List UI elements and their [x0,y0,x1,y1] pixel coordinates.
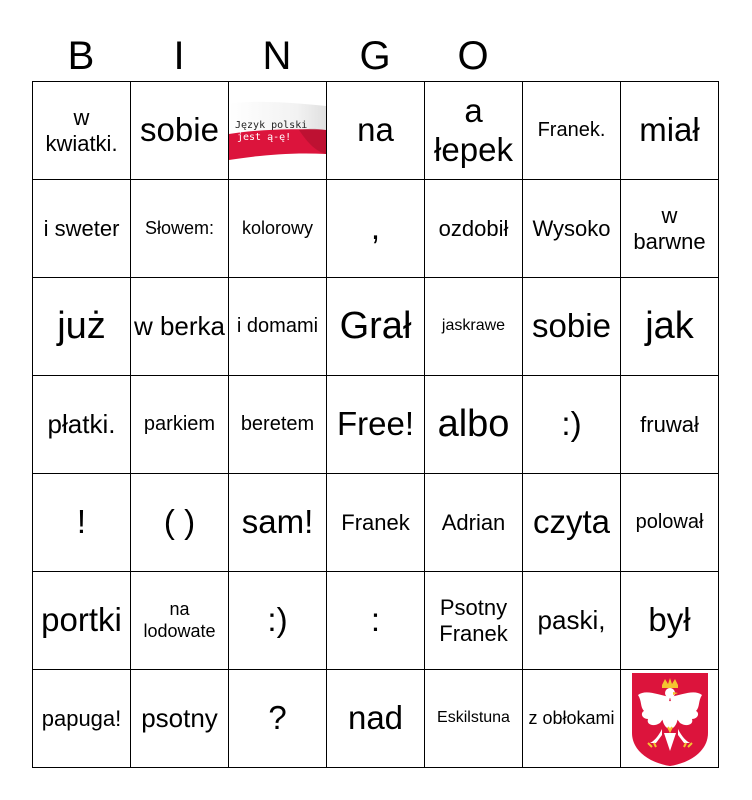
bingo-cell[interactable]: psotny [131,670,229,768]
bingo-cell[interactable]: parkiem [131,376,229,474]
bingo-cell[interactable]: z obłokami [523,670,621,768]
bingo-cell[interactable]: na lodowate [131,572,229,670]
bingo-cell[interactable]: portki [33,572,131,670]
bingo-cell[interactable]: jaskrawe [425,278,523,376]
header-letter-g: G [359,34,391,78]
bingo-cell[interactable]: Słowem: [131,180,229,278]
polish-eagle-emblem-icon [628,671,712,767]
bingo-cell[interactable]: fruwał [621,376,719,474]
bingo-cell[interactable]: ? [229,670,327,768]
bingo-cell[interactable]: Wysoko [523,180,621,278]
bingo-cell[interactable]: i sweter [33,180,131,278]
bingo-cell[interactable]: na [327,82,425,180]
bingo-cell[interactable]: : [327,572,425,670]
bingo-cell[interactable]: w barwne [621,180,719,278]
bingo-cell-flag-image[interactable] [229,82,327,180]
bingo-header [32,30,522,82]
polish-flag-banner-icon [229,100,326,162]
bingo-cell[interactable]: płatki. [33,376,131,474]
bingo-cell[interactable]: ozdobił [425,180,523,278]
bingo-cell[interactable]: był [621,572,719,670]
bingo-cell[interactable]: w kwiatki. [33,82,131,180]
svg-text:jest ą-ę!: jest ą-ę! [237,131,292,143]
header-letter-n: N [262,34,292,78]
bingo-cell[interactable]: Psotny Franek [425,572,523,670]
bingo-cell[interactable]: już [33,278,131,376]
bingo-cell[interactable]: , [327,180,425,278]
bingo-cell[interactable]: w berka [131,278,229,376]
header-letter-i: I [173,34,185,78]
header-letter-b: B [67,34,95,78]
bingo-cell[interactable]: Franek. [523,82,621,180]
bingo-cell[interactable]: sobie [131,82,229,180]
bingo-cell[interactable]: Franek [327,474,425,572]
bingo-cell[interactable]: paski, [523,572,621,670]
header-letter-o: O [457,34,489,78]
bingo-cell[interactable]: polował [621,474,719,572]
bingo-cell[interactable]: a łepek [425,82,523,180]
bingo-cell-emblem-image[interactable] [621,670,719,768]
bingo-cell[interactable]: ! [33,474,131,572]
bingo-cell[interactable]: Grał [327,278,425,376]
bingo-cell[interactable]: albo [425,376,523,474]
bingo-cell[interactable]: kolorowy [229,180,327,278]
bingo-cell[interactable]: czyta [523,474,621,572]
bingo-cell[interactable]: sobie [523,278,621,376]
bingo-cell[interactable]: :) [523,376,621,474]
bingo-cell[interactable]: beretem [229,376,327,474]
bingo-grid [32,81,719,768]
bingo-cell[interactable]: papuga! [33,670,131,768]
bingo-cell[interactable]: ( ) [131,474,229,572]
bingo-cell[interactable]: i domami [229,278,327,376]
bingo-cell[interactable]: miał [621,82,719,180]
bingo-cell[interactable]: Adrian [425,474,523,572]
bingo-cell[interactable]: :) [229,572,327,670]
bingo-cell[interactable]: jak [621,278,719,376]
bingo-cell[interactable]: sam! [229,474,327,572]
bingo-cell[interactable]: nad [327,670,425,768]
bingo-cell[interactable]: Eskilstuna [425,670,523,768]
svg-text:Język polski: Język polski [235,119,308,131]
bingo-cell[interactable]: Free! [327,376,425,474]
